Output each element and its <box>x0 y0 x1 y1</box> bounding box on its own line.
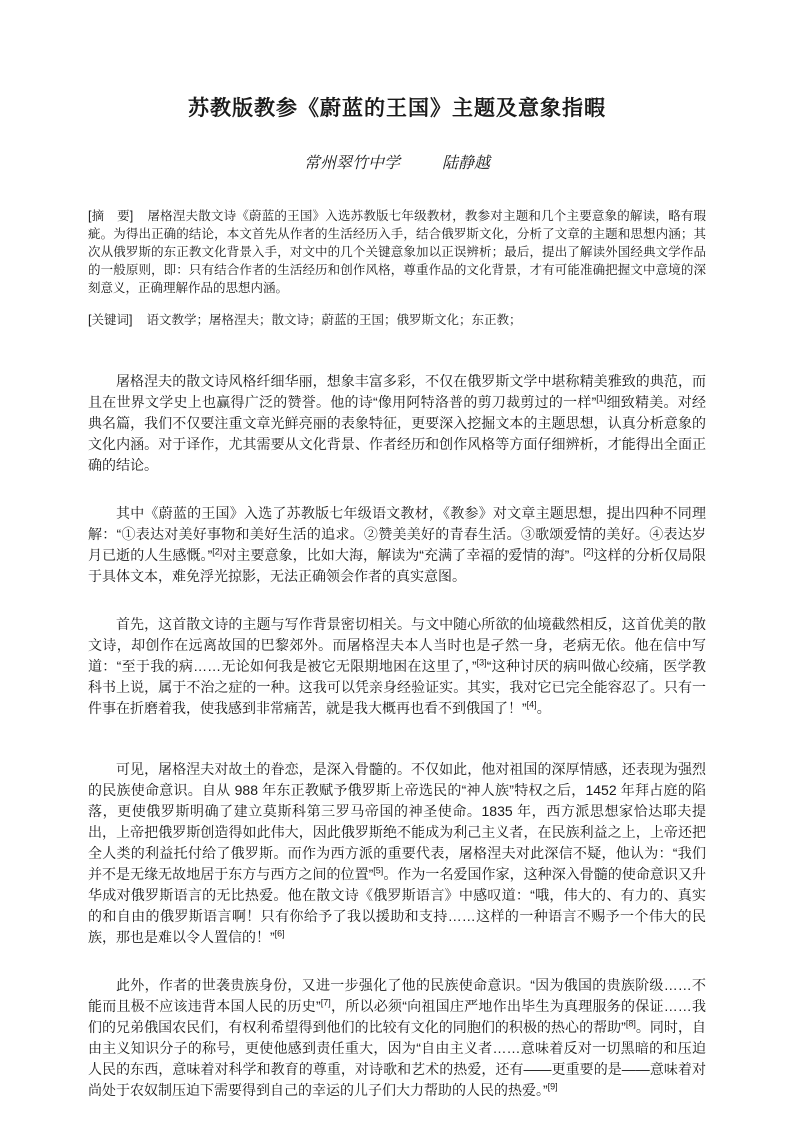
body-paragraph: 屠格涅夫的散文诗风格纤细华丽，想象丰富多彩，不仅在俄罗斯文学中堪称精美雅致的典范，而且在世界文学史上也赢得广泛的赞誉。他的诗“像用阿特洛普的剪刀裁剪过的一样”[1]细致精美。对经典名篇，我们不仅要注重文章光鲜亮丽的表象特征，更要深入挖掘文本的主题思想，认真分析意象的文化内涵。对于译作，尤其需要从文化背景、作者经历和创作风格等方面仔细辨析，才能得出全面正确的结论。 <box>88 373 706 473</box>
citation-marker: [1] <box>596 393 607 404</box>
citation-marker: [7] <box>320 997 331 1008</box>
abstract-text: 屠格涅夫散文诗《蔚蓝的王国》入选苏教版七年级教材，教参对主题和几个主要意象的解读，略有瑕疵。为得出正确的结论，本文首先从作者的生活经历入手，结合俄罗斯文化，分析了文章的主题和思想内涵；其次从俄罗斯的东正教文化背景入手，对文中的几个关键意象加以正误辨析；最后，提出了解读外国经典文学作品的一般原则，即：只有结合作者的生活经历和创作风格，尊重作品的文化背景，才有可能准确把握文中意境的深刻意义，正确理解作品的思想内涵。 <box>88 209 706 295</box>
keywords-text: 语文教学；屠格涅夫；散文诗；蔚蓝的王国；俄罗斯文化；东正教； <box>146 313 522 327</box>
byline <box>88 150 706 173</box>
citation-marker: [5] <box>373 865 384 876</box>
body-text <box>88 371 706 1101</box>
citation-marker: [3] <box>476 657 487 668</box>
body-paragraph: 其中《蔚蓝的王国》入选了苏教版七年级语文教材，《教参》对文章主题思想，提出四种不同理解：“①表达对美好事物和美好生活的追求。②赞美美好的青春生活。③歌颂爱情的美好。④表达岁月已逝的人生感慨。”[2]对主要意象，比如大海，解读为“充满了幸福的爱情的海”。[2]这样的分析仅局限于具体文本，难免浮光掠影，无法正确领会作者的真实意图。 <box>88 505 706 584</box>
body-paragraph: 此外，作者的世袭贵族身份，又进一步强化了他的民族使命意识。“因为俄国的贵族阶级……不能而且极不应该违背本国人民的历史”[7]，所以必须“向祖国庄严地作出毕生为真理服务的保证……我们的兄弟俄国农民们，有权利希望得到他们的比较有文化的同胞们的积极的热心的帮助”[8]。同时，自由主义知识分子的称号，更使他感到责任重大，因为“自由主义者……意味着反对一切黑暗的和压迫人民的东西，意味着对科学和教育的尊重，对诗歌和艺术的热爱，还有——更重要的是——意味着对尚处于农奴制压迫下需要得到自己的幸运的儿子们大力帮助的人民的热爱。”[9] <box>88 977 706 1098</box>
citation-marker: [9] <box>547 1081 558 1092</box>
abstract-section <box>88 207 706 297</box>
keywords-section <box>88 311 706 329</box>
citation-marker: [2] <box>583 546 594 557</box>
body-paragraph: 首先，这首散文诗的主题与写作背景密切相关。与文中随心所欲的仙境截然相反，这首优美的散文诗，却创作在远离故国的巴黎郊外。而屠格涅夫本人当时也是孑然一身，老病无依。他在信中写道：“至于我的病……无论如何我是被它无限期地困在这里了，”[3]“这种讨厌的病叫做心绞痛，医学教科书上说，属于不治之症的一种。这我可以凭亲身经验证实。其实，我对它已完全能容忍了。只有一件事在折磨着我，使我感到非常痛苦，就是我大概再也看不到俄国了！”[4]。 <box>88 616 706 716</box>
citation-marker: [8] <box>625 1018 636 1029</box>
author-affiliation: 常州翠竹中学 <box>303 155 400 172</box>
keywords-label: [关键词] <box>88 313 133 327</box>
citation-marker: [2] <box>212 546 223 557</box>
abstract-label: [摘 要] <box>88 209 134 223</box>
citation-marker: [4] <box>526 699 537 710</box>
page-title: 苏教版教参《蔚蓝的王国》主题及意象指暇 <box>188 97 606 120</box>
body-paragraph: 可见，屠格涅夫对故土的眷恋，是深入骨髓的。不仅如此，他对祖国的深厚情感，还表现为强烈的民族使命意识。自从 988 年东正教赋予俄罗斯上帝选民的“神人族”特权之后，1452 年拜占庭的陷落，更使俄罗斯明确了建立莫斯科第三罗马帝国的神圣使命。1835 年，西方派思想家恰达耶夫提出，上帝把俄罗斯创造得如此伟大，因此俄罗斯绝不能成为利己主义者，在民族利益之上，上帝还把全人类的利益托付给了俄罗斯。而作为西方派的重要代表，屠格涅夫对此深信不疑，他认为：“我们并不是无缘无故地居于东方与西方之间的位置”[5]。作为一名爱国作家，这种深入骨髓的使命意识又升华成对俄罗斯语言的无比热爱。他在散文诗《俄罗斯语言》中感叹道：“哦，伟大的、有力的、真实的和自由的俄罗斯语言啊！只有你给予了我以援助和支持……这样的一种语言不赐予一个伟大的民族，那也是难以令人置信的！”[6] <box>88 761 706 945</box>
author-name: 陆静越 <box>442 155 491 172</box>
citation-marker: [6] <box>274 928 285 939</box>
